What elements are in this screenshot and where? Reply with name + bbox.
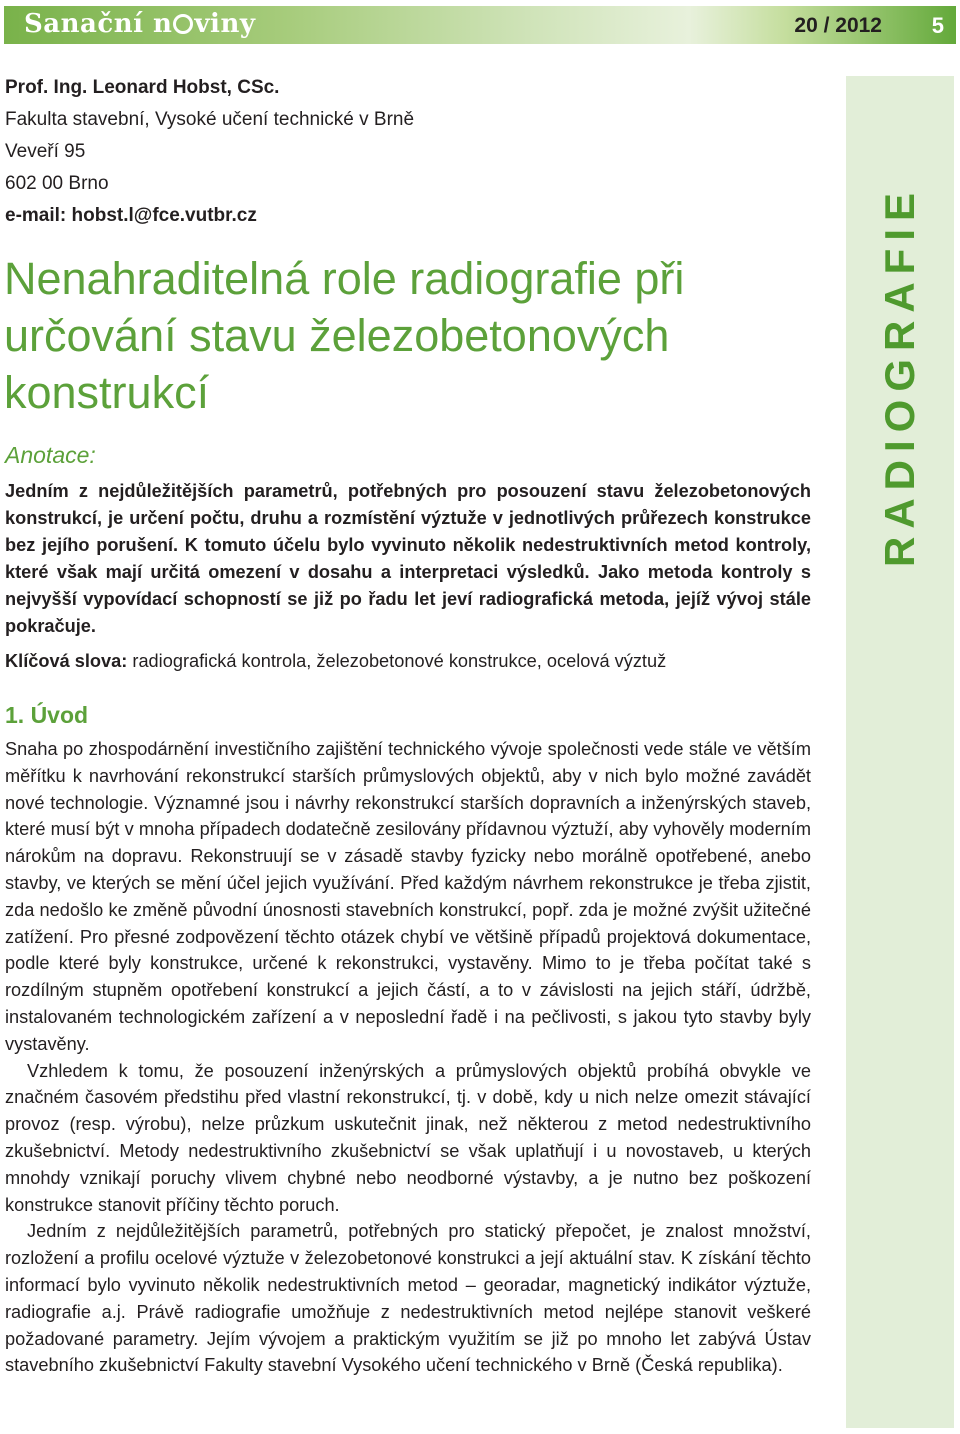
keywords-label: Klíčová slova: (5, 651, 128, 671)
author-email: e-mail: hobst.l@fce.vutbr.cz (5, 205, 257, 226)
newspaper-logo (24, 9, 255, 39)
author-name: Prof. Ing. Leonard Hobst, CSc. (5, 77, 280, 98)
masthead (4, 6, 956, 44)
author-city: 602 00 Brno (5, 173, 109, 194)
keywords-text: radiografická kontrola, železobetonové konstrukce, ocelová výztuž (127, 651, 667, 671)
article-body (5, 736, 811, 1379)
annotation-text: Jedním z nejdůležitějších parametrů, potřebných pro posouzení stavu železobetonových konstrukcí, je určení počtu, druhu a rozmístění výztuže v jednotlivých průřezech konstrukce bez jejího porušení. K tomuto účelu bylo vyvinuto několik nedestruktivních metod kontroly, které však mají určitá omezení v dosahu a interpretaci výsledků. Jako metoda kontroly s nejvyšší vypovídací schopností se již po řadu let jeví radiografická metoda, jejíž vývoj stále pokračuje. (5, 481, 811, 636)
section-label: RADIOGRAFIE (876, 185, 923, 567)
body-paragraph: Snaha po zhospodárnění investičního zajištění technického vývoje společnosti vede stále ve větším měřítku k navrhování rekonstrukcí starších průmyslových objektů, aby v nich bylo možné zavádět nové technologie. Významné jsou i návrhy rekonstrukcí starších dopravních a inženýrských staveb, které musí být v mnoha případech dodatečně zesilovány přídavnou výztuží, aby vyhověly moderním nárokům na dopravu. Rekonstruují se v zásadě stavby fyzicky nebo morálně opotřebené, anebo stavby, ve kterých se mění účel jejich využívání. Před každým návrhem rekonstrukce je třeba zjistit, zda nedošlo ke změně původní únosnosti stavebních konstrukcí, popř. zda je možné zvýšit užitečné zatížení. Pro přesné zodpovězení těchto otázek chybí ve většině případů projektová dokumentace, podle které byly konstrukce, určené k rekonstrukci, vystavěny. Mimo to je třeba počítat také s rozdílným stupněm opotřebení konstrukcí a jejich částí, a to v závislosti na jejich stáří, údržbě, instalovaném technologickém zařízení a v neposlední řadě i na pečlivosti, s jakou tyto stavby byly vystavěny. (5, 739, 811, 1054)
section-sidebar (846, 76, 954, 1428)
section-heading: 1. Úvod (5, 702, 89, 728)
body-paragraph: Jedním z nejdůležitějších parametrů, potřebných pro statický přepočet, je znalost množství, rozložení a profilu ocelové výztuže v železobetonové konstrukci a její aktuální stav. K získání těchto informací bylo vyvinuto několik nedestruktivních metod – georadar, magnetický indikátor výztuže, radiografie a.j. Právě radiografie umožňuje z nedestruktivních metod nejlépe stanovit veškeré požadované parametry. Jejím vývojem a praktickým využitím se již po mnoho let zabývá Ústav stavebního zkušebnictví Fakulty stavební Vysokého učení technického v Brně (Česká republika). (5, 1221, 811, 1376)
author-block (5, 72, 805, 232)
logo-circle-icon (173, 14, 193, 34)
logo-text-part1: Sanační n (24, 9, 173, 39)
page-number: 5 (931, 13, 944, 38)
keywords (5, 648, 811, 675)
body-paragraph: Vzhledem k tomu, že posouzení inženýrských a průmyslových objektů probíhá obvykle ve značném časovém předstihu před vlastní rekonstrukcí, tj. v době, kdy u nich nelze omezit stávající provoz (resp. výrobu), nelze průzkum uskutečnit jinak, než některou z metod nedestruktivního zkušebnictví. Metody nedestruktivního zkušebnictví se však uplatňují i u novostaveb, u kterých mnohdy vznikají poruchy vlivem chybné nebo neodborné výstavby, a je nutno bez poškození konstrukce stanovit příčiny těchto poruch. (5, 1060, 811, 1215)
article-title: Nenahraditelná role radiografie při určování stavu železobetonových konstrukcí (4, 253, 685, 418)
annotation-heading: Anotace: (5, 442, 96, 468)
issue-number: 20 / 2012 (794, 14, 882, 37)
author-street: Veveří 95 (5, 141, 86, 162)
logo-text-part2: viny (194, 9, 256, 39)
author-affiliation: Fakulta stavební, Vysoké učení technické v Brně (5, 109, 415, 130)
